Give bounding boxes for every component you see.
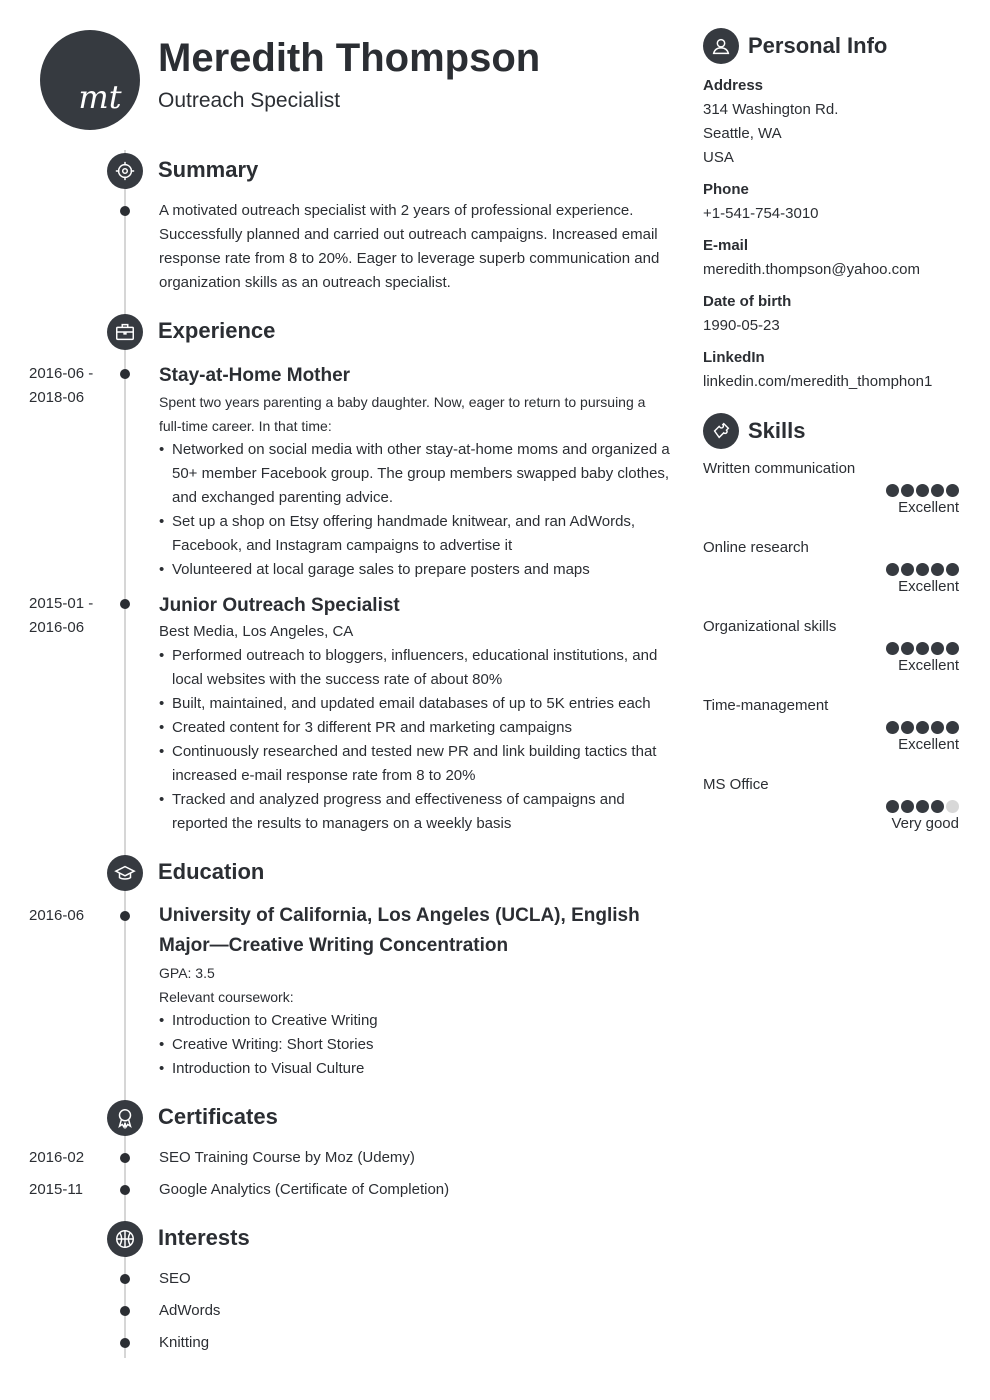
rating-dot: [946, 800, 959, 813]
skill-name: Written communication: [703, 460, 856, 477]
certificate-item: [0, 1146, 670, 1178]
timeline-dot: [120, 911, 130, 921]
timeline-dot: [120, 1338, 130, 1348]
bullet: • Introduction to Creative Writing: [159, 1009, 670, 1033]
job-entry: [0, 592, 670, 836]
address-line: USA: [703, 149, 734, 166]
skill-item: [703, 773, 963, 852]
bullet: • Volunteered at local garage sales to prepare posters and maps: [159, 558, 670, 582]
bullet: • Introduction to Visual Culture: [159, 1057, 670, 1081]
section-heading: Experience: [158, 318, 276, 343]
rating-dot: [886, 721, 899, 734]
rating-dot: [916, 484, 929, 497]
bullet: • Continuously researched and tested new PR and link building tactics that increased e-mail response rate from 8 to 20%: [159, 740, 670, 788]
gpa: GPA: 3.5: [159, 965, 215, 981]
skill-rating: [703, 563, 959, 576]
skill-item: [703, 536, 963, 615]
rating-dot: [886, 800, 899, 813]
section-heading: Personal Info: [748, 33, 888, 58]
rating-dot: [916, 563, 929, 576]
rating-dot: [916, 800, 929, 813]
dob-label: Date of birth: [703, 293, 792, 310]
rating-dot: [901, 563, 914, 576]
job-description: Spent two years parenting a baby daughter. Now, eager to return to pursuing a full-time career. In that time:: [159, 394, 646, 434]
rating-dot: [946, 642, 959, 655]
phone-label: Phone: [703, 181, 749, 198]
summary-text: A motivated outreach specialist with 2 years of professional experience. Successfully planned and carried out outreach campaigns. Increased email response rate from 8 to 20%. Eager to leverage superb communication and organization skills as an outreach specialist.: [159, 202, 660, 291]
skill-level: Excellent: [898, 578, 959, 595]
skill-rating: [703, 721, 959, 734]
address-line: Seattle, WA: [703, 125, 782, 142]
section-heading: Summary: [158, 157, 259, 182]
interest-item: SEO: [159, 1270, 191, 1287]
candidate-name: Meredith Thompson: [158, 36, 541, 80]
skill-level: Excellent: [898, 499, 959, 516]
timeline-dot: [120, 369, 130, 379]
rating-dot: [931, 484, 944, 497]
degree: University of California, Los Angeles (UCLA), English Major—Creative Writing Concentration: [159, 905, 640, 956]
certificate-item: [0, 1178, 670, 1210]
address-label: Address: [703, 77, 764, 94]
rating-dot: [916, 642, 929, 655]
bullet: • Built, maintained, and updated email databases of up to 5K entries each: [159, 692, 670, 716]
job-title: Junior Outreach Specialist: [159, 595, 400, 616]
skill-name: Time-management: [703, 697, 829, 714]
rating-dot: [931, 800, 944, 813]
certificate-date: 2015-11: [29, 1181, 83, 1198]
email-value: meredith.thompson@yahoo.com: [703, 261, 921, 278]
rating-dot: [901, 642, 914, 655]
education-section: [0, 853, 680, 1081]
skill-name: Online research: [703, 539, 809, 556]
rating-dot: [931, 563, 944, 576]
personal-info-section: [703, 28, 963, 402]
timeline-dot: [120, 1153, 130, 1163]
briefcase-icon: [107, 314, 143, 350]
puzzle-icon: [703, 413, 739, 449]
section-heading: Interests: [158, 1225, 250, 1250]
bullet: • Creative Writing: Short Stories: [159, 1033, 670, 1057]
bullet: • Performed outreach to bloggers, influencers, educational institutions, and local websites with the success rate of about 80%: [159, 644, 670, 692]
section-heading: Skills: [748, 418, 806, 443]
basketball-icon: [107, 1221, 143, 1257]
linkedin-label: LinkedIn: [703, 349, 765, 366]
section-heading: Certificates: [158, 1104, 278, 1129]
job-date: 2016-06 - 2018-06: [29, 365, 94, 406]
rating-dot: [946, 484, 959, 497]
timeline-dot: [120, 1306, 130, 1316]
coursework-label: Relevant coursework:: [159, 989, 294, 1005]
rating-dot: [901, 800, 914, 813]
interests-section: [0, 1219, 680, 1363]
rating-dot: [946, 563, 959, 576]
certificate-date: 2016-02: [29, 1149, 85, 1166]
section-heading: Education: [158, 859, 265, 884]
bullet: • Tracked and analyzed progress and effectiveness of campaigns and reported the results to managers on a weekly basis: [159, 788, 670, 836]
rating-dot: [901, 721, 914, 734]
job-title: Stay-at-Home Mother: [159, 365, 351, 386]
skill-name: Organizational skills: [703, 618, 837, 635]
rating-dot: [886, 484, 899, 497]
user-icon: [703, 28, 739, 64]
interest-item: Knitting: [159, 1334, 210, 1351]
company: Best Media, Los Angeles, CA: [159, 623, 354, 640]
rating-dot: [946, 721, 959, 734]
timeline-dot: [120, 1274, 130, 1284]
job-title: Outreach Specialist: [158, 89, 341, 112]
rating-dot: [886, 563, 899, 576]
timeline-dot: [120, 206, 130, 216]
address-line: 314 Washington Rd.: [703, 101, 839, 118]
rating-dot: [901, 484, 914, 497]
skill-level: Excellent: [898, 657, 959, 674]
award-icon: [107, 1100, 143, 1136]
certificate-name: SEO Training Course by Moz (Udemy): [159, 1149, 415, 1166]
rating-dot: [886, 642, 899, 655]
email-label: E-mail: [703, 237, 749, 254]
skill-level: Very good: [891, 815, 959, 832]
initials: mt: [78, 78, 122, 116]
timeline-dot: [120, 1185, 130, 1195]
skill-level: Excellent: [898, 736, 959, 753]
timeline-dot: [120, 599, 130, 609]
education-date: 2016-06: [29, 907, 85, 924]
summary-section: [0, 151, 680, 295]
certificate-name: Google Analytics (Certificate of Completion): [159, 1181, 450, 1198]
avatar: [40, 30, 140, 130]
rating-dot: [931, 721, 944, 734]
skill-rating: [703, 800, 959, 813]
linkedin-value: linkedin.com/meredith_thomphon1: [703, 373, 933, 390]
phone-value: +1-541-754-3010: [703, 205, 819, 222]
rating-dot: [916, 721, 929, 734]
graduation-cap-icon: [107, 855, 143, 891]
skills-section: [703, 413, 963, 852]
skill-item: [703, 694, 963, 773]
job-date: 2015-01 - 2016-06: [29, 595, 94, 636]
bullet: • Set up a shop on Etsy offering handmade knitwear, and ran AdWords, Facebook, and Instagram campaigns to advertise it: [159, 510, 670, 558]
skill-rating: [703, 484, 959, 497]
skill-rating: [703, 642, 959, 655]
experience-section: [0, 312, 680, 836]
target-icon: [107, 153, 143, 189]
job-entry: [0, 362, 670, 582]
skill-item: [703, 457, 963, 536]
certificates-section: [0, 1098, 680, 1210]
bullet: • Networked on social media with other stay-at-home moms and organized a 50+ member Facebook group. The group members swapped baby clothes, and exchanged parenting advice.: [159, 438, 670, 510]
skill-name: MS Office: [703, 776, 769, 793]
rating-dot: [931, 642, 944, 655]
skill-item: [703, 615, 963, 694]
interest-item: AdWords: [159, 1302, 221, 1319]
dob-value: 1990-05-23: [703, 317, 780, 334]
bullet: • Created content for 3 different PR and marketing campaigns: [159, 716, 670, 740]
